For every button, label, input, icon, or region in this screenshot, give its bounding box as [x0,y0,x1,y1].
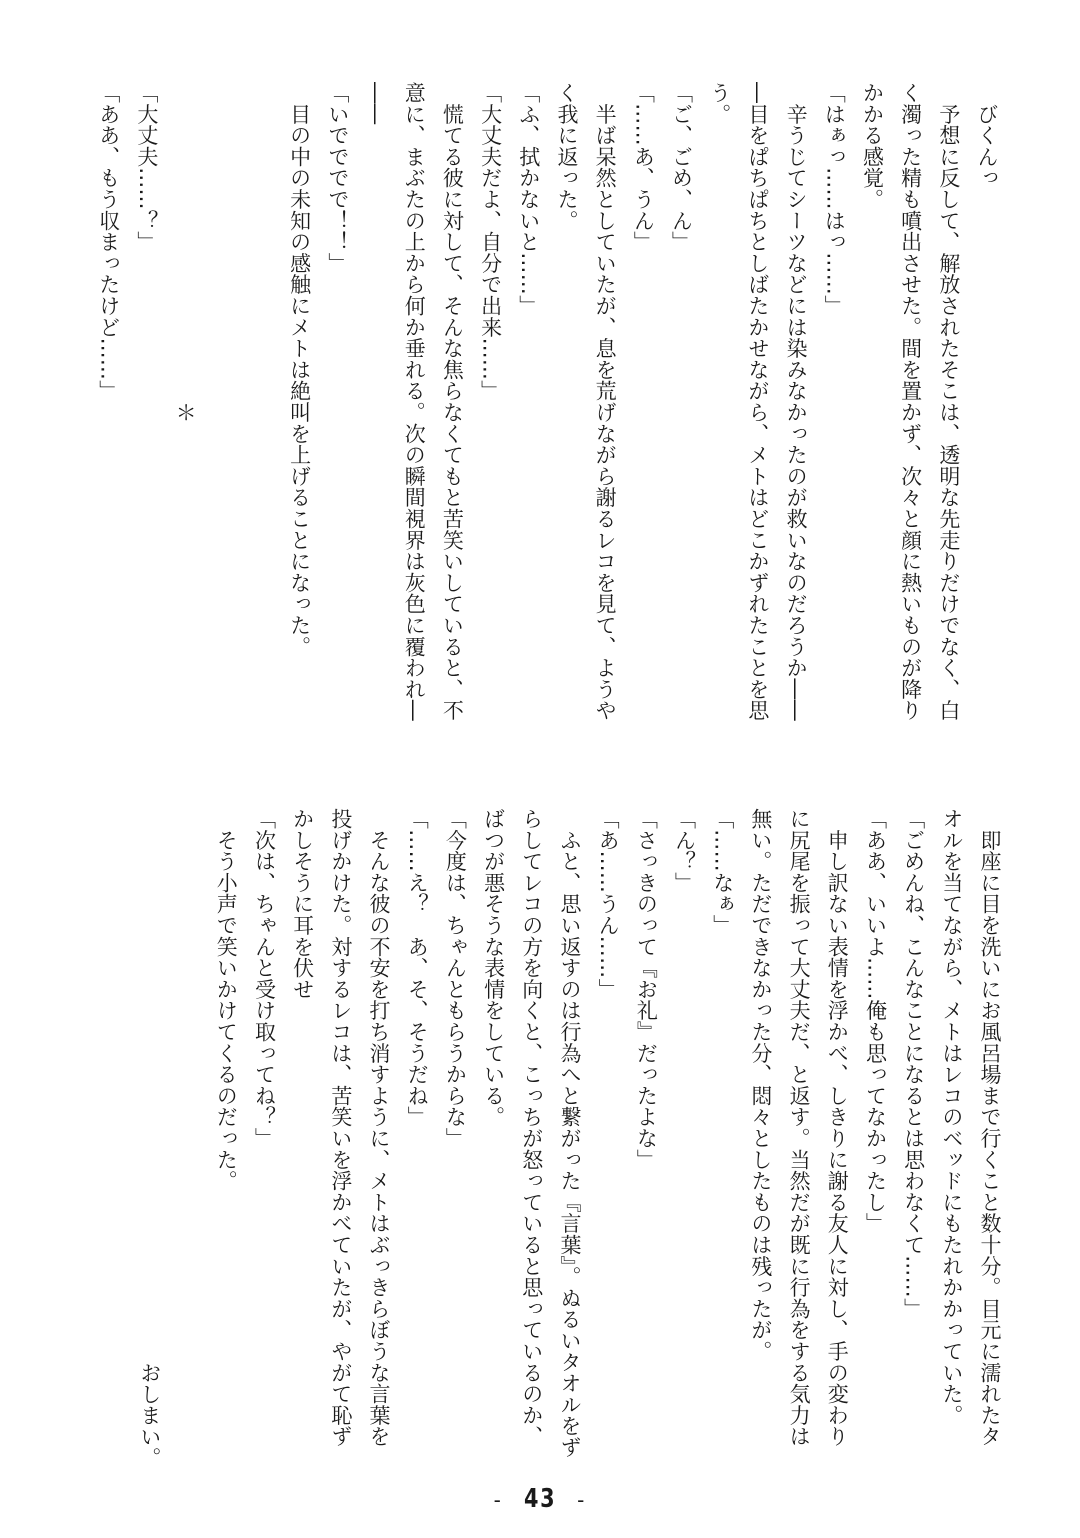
text-line: 即座に目を洗いにお風呂場まで行くこと数十分。目元に濡れたタ [978,808,1002,1447]
text-line: びくんっ [975,82,999,189]
text-line: 「さっきのって『お礼』だったよな」 [634,808,659,1171]
text-block-bottom [131,808,1009,1468]
text-line: 投げかけた。対するレコは、苦笑いを浮かべていたが、やがて恥ず [328,808,353,1447]
text-line: う。 [707,82,732,125]
text-line: 「ごめんね、こんなことになるとは思わなくて……」 [901,808,926,1320]
text-line: ばつが悪そうな表情をしている。 [481,808,506,1128]
text-line: 「……あ、うん」 [631,82,656,253]
text-line [169,808,207,1468]
closing-text: おしまい。 [137,1361,162,1468]
section-break: ＊ [173,82,198,423]
text-line: そう小声で笑いかけてくるのだった。 [214,808,239,1192]
text-line [242,82,280,732]
text-line: 意に、まぶたの上から何か垂れる。次の瞬間視界は灰色に覆われ― [402,82,427,721]
text-line: オルを当てながら、メトはレコのベッドにもたれかかっていた。 [939,808,964,1426]
text-line: に尻尾を振って大丈夫だ、と返す。当然だが既に行為をする気力は [787,808,812,1447]
text-line: 半ば呆然としていたが、息を荒げながら謝るレコを見て、ようや [593,82,618,721]
text-line: 「……なぁ」 [710,808,735,936]
text-line: 「……え？ あ、そ、そうだね」 [405,808,430,1128]
text-block-top [90,82,1007,732]
text-line [204,82,242,732]
text-line: 申し訳ない表情を浮かべ、しきりに謝る友人に対し、手の変わり [825,808,850,1447]
text-line: ―目をぱちぱちとしばたかせながら、メトはどこかずれたことを思 [745,82,770,721]
text-line: 「ご、ごめ、ん」 [669,82,694,253]
text-line: 予想に反して、解放されたそこは、透明な先走りだけでなく、白 [936,82,961,721]
text-line: 「次は、ちゃんと受け取ってね？」 [252,808,277,1149]
page-number-dash-left: - [493,1488,503,1512]
text-line: く濁った精も噴出させた。間を置かず、次々と顔に熱いものが降り [898,82,923,721]
text-line: かかる感覚。 [860,82,885,210]
text-line: 「はぁっ……はっ……」 [822,82,847,317]
text-line: 無い。ただできなかった分、悶々としたものは残ったが。 [748,808,773,1362]
page-number-dash-right: - [577,1488,587,1512]
page-number-value: 43 [523,1484,557,1514]
text-line: らしてレコの方を向くと、こっちが怒っていると思っているのか、 [519,808,544,1447]
text-line: かしそうに耳を伏せ [290,808,315,1000]
text-line: 「ああ、もう収まったけど……」 [96,82,121,402]
text-line: ふと、思い返すのは行為へと繋がった『言葉』。ぬるいタオルをず [557,808,582,1458]
text-line: ―― [364,82,388,125]
text-line: 「いでででで！！」 [325,82,350,274]
page-number [0,1484,1080,1514]
text-line: 「ふ、拭かないと……」 [516,82,541,317]
text-line: 辛うじてシーツなどには染みなかったのが救いなのだろうか―― [784,82,809,721]
text-line: 「大丈夫……？」 [134,82,159,253]
text-line: 「あ……うん……」 [596,808,621,1000]
text-line: く我に返った。 [554,82,579,232]
text-line: 「ああ、いいよ……俺も思ってなかったし」 [863,808,888,1234]
text-line: 「今度は、ちゃんともらうからな」 [443,808,468,1149]
text-line: 「ん？」 [672,808,697,894]
text-line: 慌てる彼に対して、そんな焦らなくてもと苦笑いしていると、不 [440,82,465,721]
text-line: 目の中の未知の感触にメトは絶叫を上げることになった。 [287,82,312,658]
text-line: 「大丈夫だよ、自分で出来……」 [478,82,503,402]
text-line: そんな彼の不安を打ち消すように、メトはぶっきらぼうな言葉を [367,808,391,1447]
